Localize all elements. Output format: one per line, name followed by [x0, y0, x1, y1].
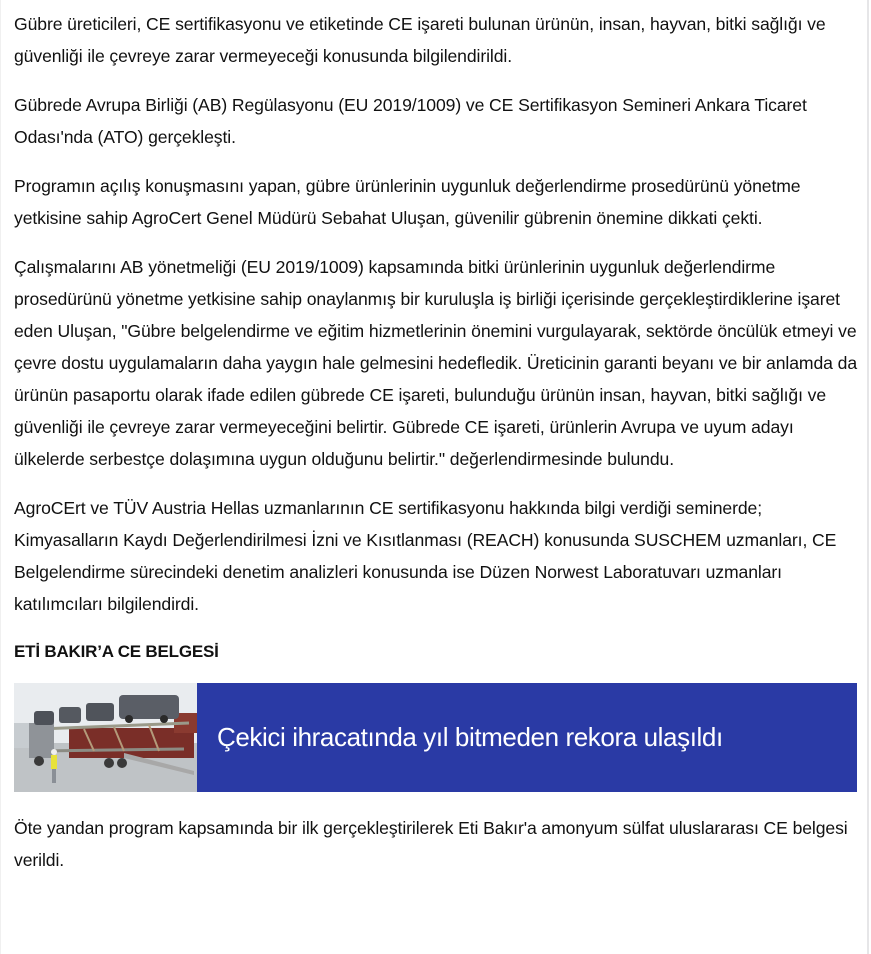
- car-carrier-truck-image: [14, 683, 197, 792]
- article-paragraph: Gübrede Avrupa Birliği (AB) Regülasyonu (EU 2019/1009) ve CE Sertifikasyon Semineri Ankara Ticaret Odası'nda (ATO) gerçekleşti.: [14, 95, 807, 147]
- page-right-border: [867, 0, 869, 954]
- related-article-title[interactable]: Çekici ihracatında yıl bitmeden rekora ulaşıldı: [197, 683, 857, 792]
- article-paragraph-closing: Öte yandan program kapsamında bir ilk gerçekleştirilerek Eti Bakır'a amonyum sülfat uluslararası CE belgesi verildi.: [14, 818, 848, 870]
- article-paragraph: AgroCErt ve TÜV Austria Hellas uzmanlarının CE sertifikasyonu hakkında bilgi verdiği seminerde; Kimyasalların Kaydı Değerlendirilmesi İzni ve Kısıtlanması (REACH) konusunda SUSCHEM uzmanları, CE Belgelendirme sürecindeki denetim analizleri konusunda ise Düzen Norwest Laboratuvarı uzmanları katılımcıları bilgilendirdi.: [14, 498, 837, 614]
- article-body: [14, 8, 860, 893]
- article-paragraph: Çalışmalarını AB yönetmeliği (EU 2019/1009) kapsamında bitki ürünlerinin uygunluk değerlendirme prosedürünü yönetme yetkisine sahip onaylanmış bir kuruluşla iş birliği içerisinde gerçekleştirdiklerine işaret eden Uluşan, "Gübre belgelendirme ve eğitim hizmetlerinin önemini vurgulayarak, sektörde öncülük etmeyi ve çevre dostu uygulamaların daha yaygın hale gelmesini hedefledik. Üreticinin garanti beyanı ve bir anlamda da ürünün pasaportu olarak ifade edilen gübrede CE işareti, bulunduğu ürünün insan, hayvan, bitki sağlığı ve güvenliği ile çevreye zarar vermeyeceğini belirtir. Gübrede CE işareti, ürünlerin Avrupa ve uyum adayı ülkelerde serbestçe dolaşımına uygun olduğunu belirtir." değerlendirmesinde bulundu.: [14, 257, 858, 469]
- article-paragraph: Gübre üreticileri, CE sertifikasyonu ve etiketinde CE işareti bulunan ürünün, insan, hayvan, bitki sağlığı ve güvenliği ile çevreye zarar vermeyeceği konusunda bilgilendirildi.: [14, 14, 826, 66]
- page-left-border: [0, 0, 1, 954]
- related-article-thumbnail[interactable]: [14, 683, 197, 792]
- related-article-banner[interactable]: [14, 683, 857, 792]
- article-paragraph: Programın açılış konuşmasını yapan, gübre ürünlerinin uygunluk değerlendirme prosedürünü yönetme yetkisine sahip AgroCert Genel Müdürü Sebahat Uluşan, güvenilir gübrenin önemine dikkati çekti.: [14, 176, 801, 228]
- article-subheading: ETİ BAKIR’A CE BELGESİ: [14, 642, 219, 661]
